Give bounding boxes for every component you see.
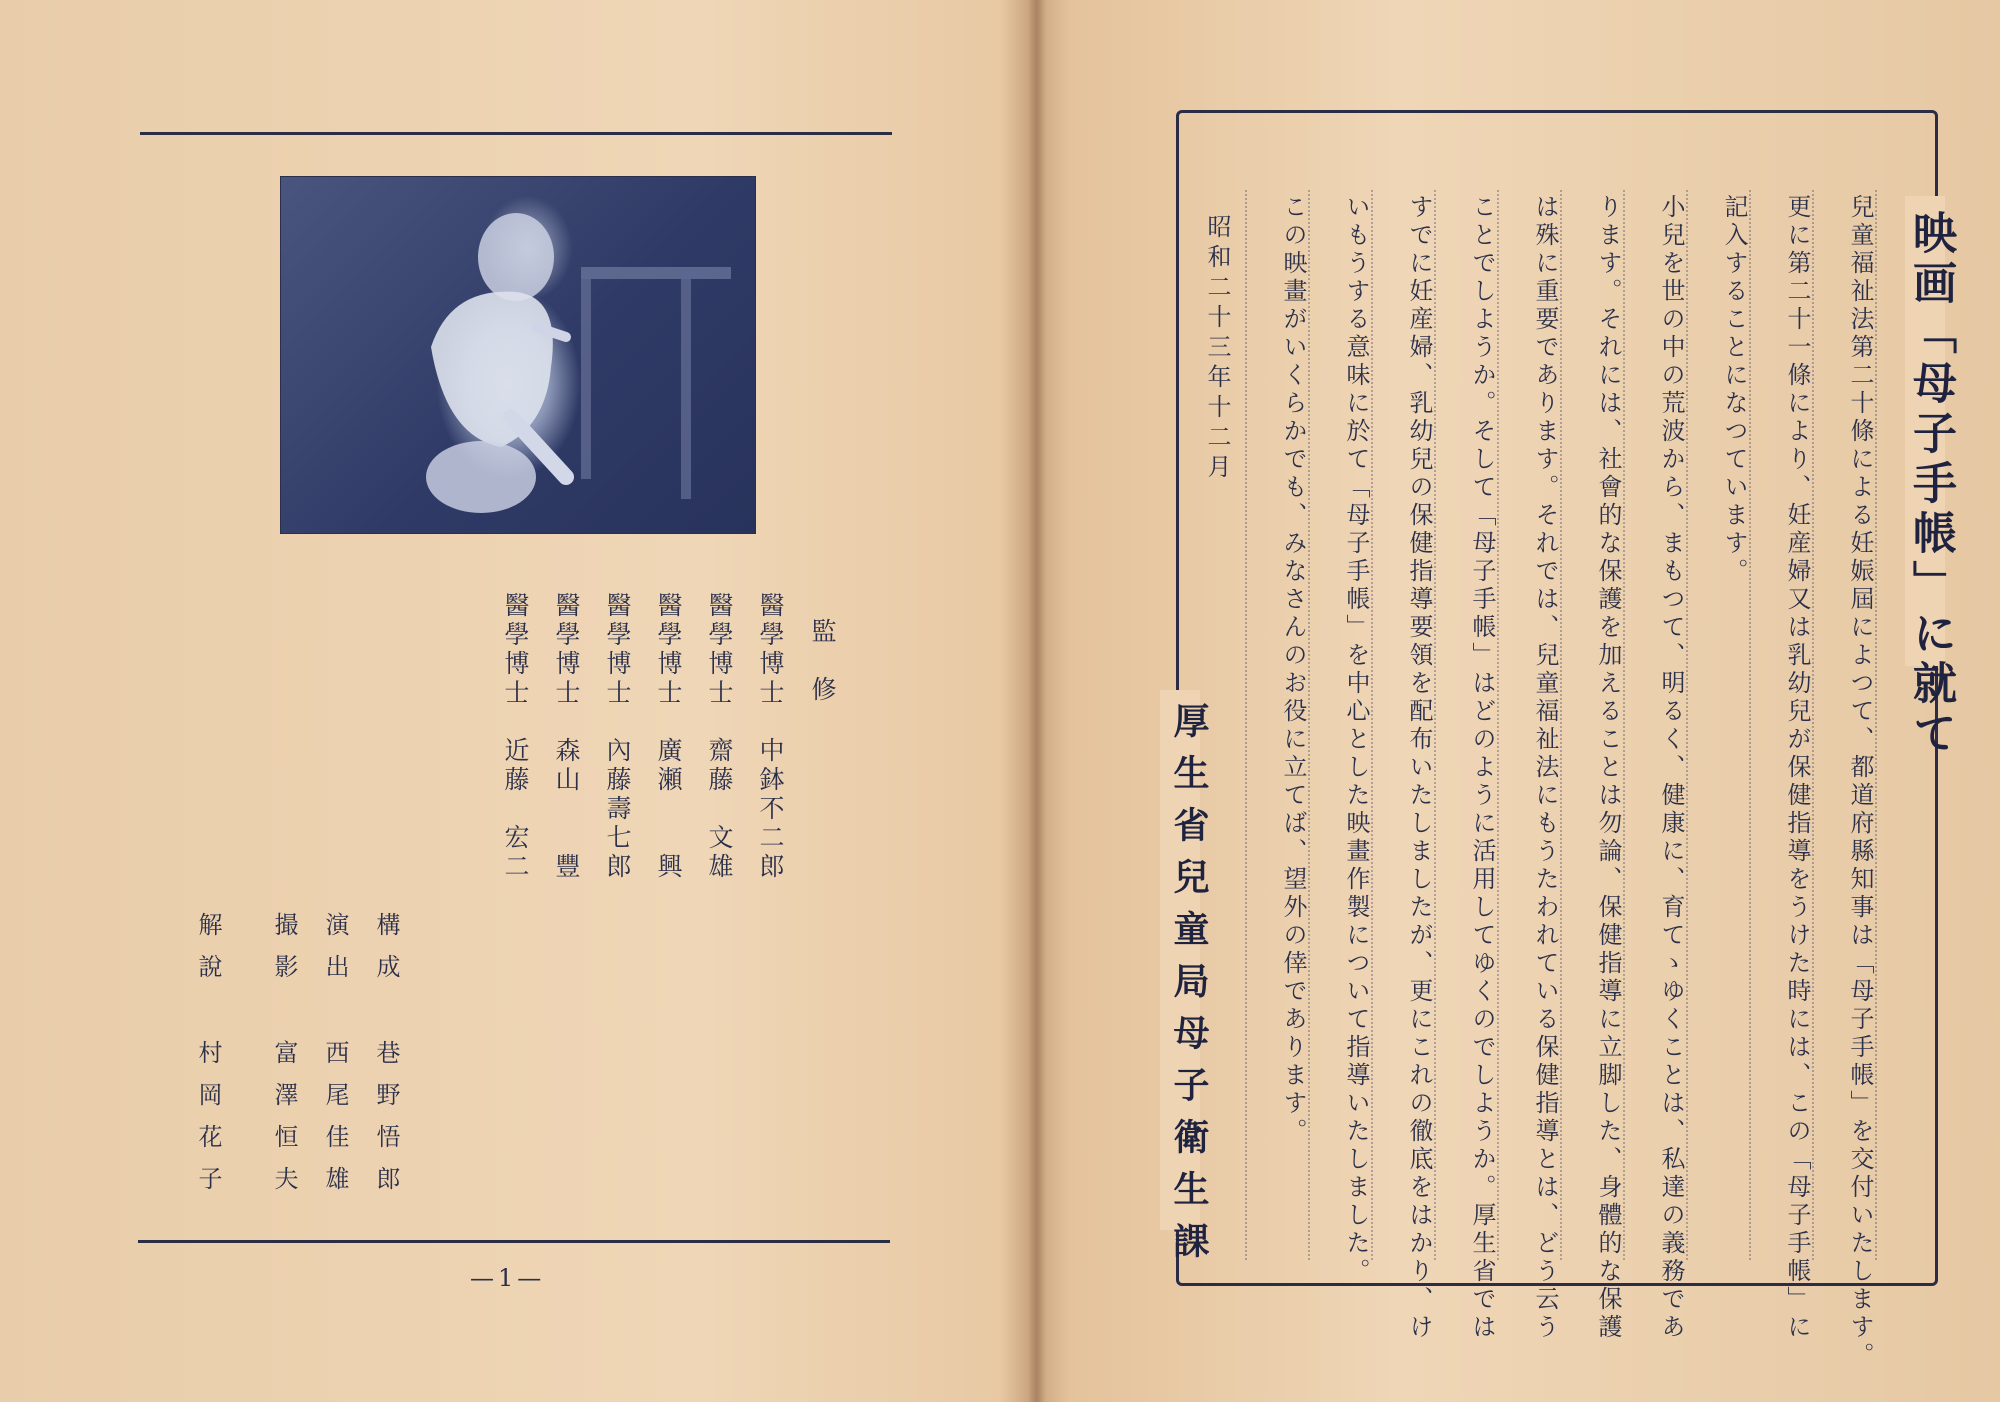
page-number: —1—: [470, 1264, 546, 1292]
supervisor-3: 醫學博士 廣瀬 興: [654, 592, 683, 882]
author-department: 厚生省兒童局母子衛生課: [1168, 702, 1210, 1274]
body-column-5: ります。それには、社會的な保護を加えることは勿論、保健指導に立脚した、身體的な保護: [1594, 194, 1622, 1342]
column-rule: [1245, 190, 1247, 1260]
column-rule: [1623, 190, 1625, 1260]
credit-role-4: 解說: [194, 912, 222, 996]
body-column-3: 記入することになつています。: [1720, 194, 1748, 586]
bottom-rule: [138, 1240, 890, 1243]
body-column-6: は殊に重要であります。それでは、兒童福祉法にもうたわれている保健指導とは、どう云う: [1531, 194, 1559, 1342]
column-rule: [1686, 190, 1688, 1260]
body-column-2: 更に第二十一條により、妊産婦又は乳幼兒が保健指導をうけた時には、この「母子手帳」に: [1783, 194, 1811, 1342]
page-title: 映画「母子手帳」に就て: [1905, 210, 1956, 760]
body-column-4: 小兒を世の中の荒波から、まもつて、明るく、健康に、育てゝゆくことは、私達の義務であ: [1657, 194, 1685, 1342]
column-rule: [1560, 190, 1562, 1260]
supervisor-4: 醫學博士 內藤壽七郎: [603, 592, 632, 882]
supervisor-1: 醫學博士 中鉢不二郎: [756, 592, 785, 882]
column-rule: [1434, 190, 1436, 1260]
baby-photo-illustration: [281, 177, 755, 533]
column-rule: [1497, 190, 1499, 1260]
top-rule: [140, 132, 892, 135]
column-rule: [1749, 190, 1751, 1260]
body-column-9: いもうする意味に於て「母子手帳」を中心とした映畫作製について指導いたしました。: [1342, 194, 1370, 1286]
body-column-8: すでに妊産婦、乳幼兒の保健指導要領を配布いたしましたが、更にこれの徹底をはかり、け: [1405, 194, 1433, 1342]
credit-role-3: 撮影: [270, 912, 298, 996]
credit-name-2: 西尾佳雄: [321, 1040, 349, 1208]
baby-photo: [280, 176, 756, 534]
column-rule: [1812, 190, 1814, 1260]
body-column-10: この映畫がいくらかでも、みなさんのお役に立てば、望外の倖であります。: [1279, 194, 1307, 1146]
column-rule: [1308, 190, 1310, 1260]
supervisor-2: 醫學博士 齋藤 文雄: [705, 592, 734, 882]
column-rule: [1371, 190, 1373, 1260]
publication-date: 昭和二十三年十二月: [1203, 214, 1231, 484]
body-column-7: ことでしようか。そして「母子手帳」はどのように活用してゆくのでしようか。厚生省では: [1468, 194, 1496, 1342]
supervisor-5: 醫學博士 森山 豐: [552, 592, 581, 882]
credit-name-3: 富澤恒夫: [270, 1040, 298, 1208]
supervisor-6: 醫學博士 近藤 宏二: [501, 592, 530, 882]
credit-role-2: 演出: [321, 912, 349, 996]
credit-name-1: 巷野悟郎: [372, 1040, 400, 1208]
credit-role-1: 構成: [372, 912, 400, 996]
credit-name-4: 村岡花子: [194, 1040, 222, 1208]
supervision-heading: 監 修: [808, 618, 837, 705]
column-rule: [1875, 190, 1877, 1260]
body-column-1: 兒童福祉法第二十條による妊娠屆によつて、都道府縣知事は「母子手帳」を交付いたします。: [1846, 194, 1874, 1370]
